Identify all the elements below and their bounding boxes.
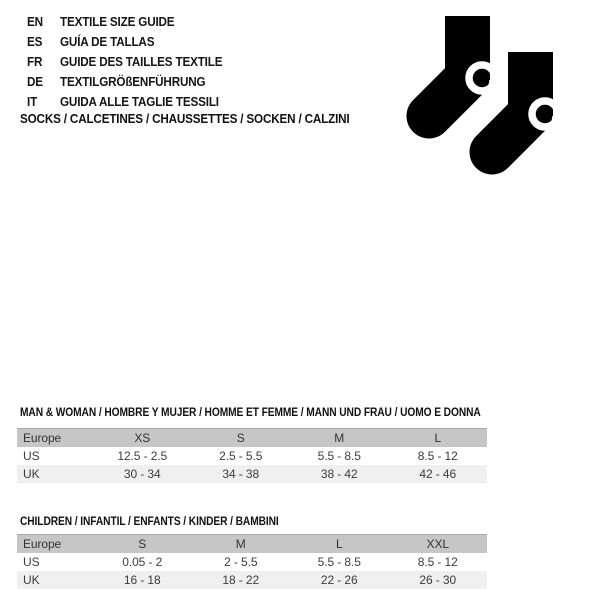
region-cell: US <box>23 554 40 569</box>
region-cell: UK <box>23 572 40 587</box>
language-label: GUÍA DE TALLAS <box>60 34 155 49</box>
column-header-size: S <box>236 430 245 445</box>
table-header-row <box>17 429 487 447</box>
table-row-us <box>17 447 487 465</box>
language-code: FR <box>27 54 43 69</box>
region-cell: US <box>23 448 40 463</box>
table-row-uk <box>17 571 487 589</box>
column-header-size: M <box>235 536 246 551</box>
size-cell: 42 - 46 <box>419 466 457 481</box>
column-header-size: M <box>334 430 345 445</box>
size-cell: 0.05 - 2 <box>122 554 163 569</box>
language-row-it <box>27 92 240 112</box>
size-cell: 5.5 - 8.5 <box>317 448 361 463</box>
table-header-row <box>17 535 487 553</box>
column-header-region: Europe <box>23 536 62 551</box>
language-label: GUIDA ALLE TAGLIE TESSILI <box>60 94 219 109</box>
size-table-children <box>17 534 487 589</box>
language-list <box>27 12 240 112</box>
size-cell: 2.5 - 5.5 <box>219 448 263 463</box>
size-cell: 12.5 - 2.5 <box>117 448 168 463</box>
size-table-man-woman <box>17 428 487 483</box>
language-code: ES <box>27 34 43 49</box>
language-row-en <box>27 12 240 32</box>
language-code: EN <box>27 14 43 29</box>
size-cell: 18 - 22 <box>222 572 260 587</box>
column-header-size: S <box>138 536 147 551</box>
size-cell: 5.5 - 8.5 <box>317 554 361 569</box>
category-title: SOCKS / CALCETINES / CHAUSSETTES / SOCKEN / CALZINI <box>20 111 350 126</box>
table-row-us <box>17 553 487 571</box>
size-cell: 26 - 30 <box>419 572 457 587</box>
table-title-man-woman: MAN & WOMAN / HOMBRE Y MUJER / HOMME ET FEMME / MANN UND FRAU / UOMO E DONNA <box>20 405 481 419</box>
size-cell: 8.5 - 12 <box>417 448 458 463</box>
column-header-size: L <box>335 536 343 551</box>
column-header-size: XS <box>134 430 151 445</box>
table-title-children: CHILDREN / INFANTIL / ENFANTS / KINDER / BAMBINI <box>20 514 279 528</box>
column-header-size: L <box>434 430 442 445</box>
size-cell: 34 - 38 <box>222 466 260 481</box>
size-cell: 16 - 18 <box>123 572 161 587</box>
language-code: IT <box>27 94 38 109</box>
language-row-es <box>27 32 240 52</box>
language-label: TEXTILE SIZE GUIDE <box>60 14 175 29</box>
sock-front <box>492 52 558 152</box>
sock-back <box>429 16 495 116</box>
language-label: GUIDE DES TAILLES TEXTILE <box>60 54 223 69</box>
column-header-region: Europe <box>23 430 62 445</box>
region-cell: UK <box>23 466 40 481</box>
language-row-fr <box>27 52 240 72</box>
column-header-size: XXL <box>426 536 449 551</box>
language-row-de <box>27 72 240 92</box>
socks-icon <box>400 0 600 190</box>
size-cell: 22 - 26 <box>320 572 358 587</box>
language-code: DE <box>27 74 43 89</box>
size-cell: 38 - 42 <box>320 466 358 481</box>
size-cell: 2 - 5.5 <box>224 554 258 569</box>
size-cell: 8.5 - 12 <box>417 554 458 569</box>
table-row-uk <box>17 465 487 483</box>
size-cell: 30 - 34 <box>123 466 161 481</box>
language-label: TEXTILGRÖßENFÜHRUNG <box>60 74 206 89</box>
